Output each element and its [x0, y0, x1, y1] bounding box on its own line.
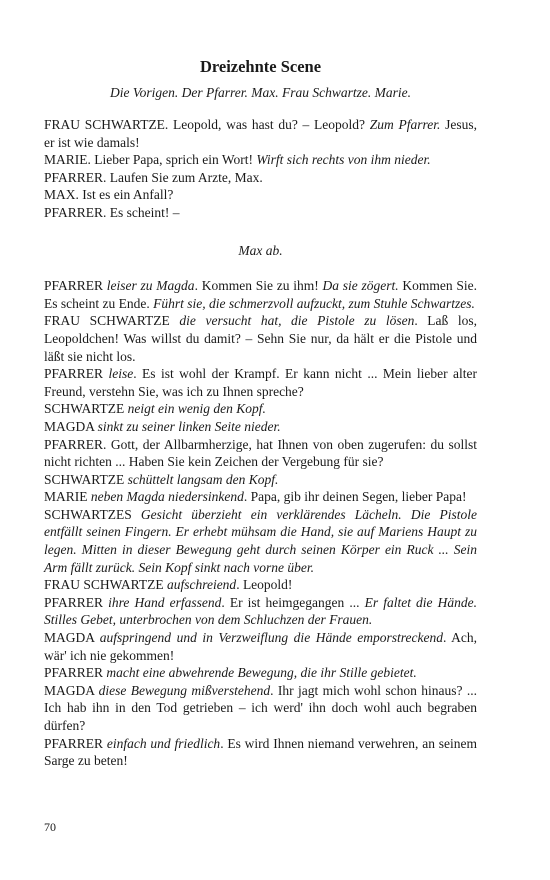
- stage-direction: Wirft sich rechts von ihm nieder.: [256, 152, 431, 168]
- line-text: . Es ist wohl der Krampf. Er kann nicht ... Mein lieber alter Freund, verstehn Sie, was ich zu Ihnen spreche?: [44, 366, 477, 399]
- dialogue-text: [44, 116, 477, 770]
- dialogue-line: [44, 488, 477, 506]
- speaker: PFARRER: [44, 366, 109, 382]
- dialogue-line: MAX. Ist es ein Anfall?: [44, 187, 174, 203]
- dialogue-line: [44, 664, 477, 682]
- dialogue-line: [44, 576, 477, 594]
- line-text: Jesus, er ist wie damals!: [44, 117, 477, 150]
- speaker: PFARRER: [44, 594, 109, 610]
- stage-direction: schüttelt langsam den Kopf.: [127, 471, 279, 487]
- line-text: . Es wird Ihnen niemand verwehren, an seinem Sarge zu beten!: [44, 735, 477, 769]
- dialogue-line: PFARRER. Es scheint! –: [44, 204, 180, 220]
- speaker: PFARRER: [44, 278, 107, 294]
- dialogue-line: [44, 629, 477, 664]
- speaker: PFARRER: [44, 735, 107, 751]
- dialogue-line: [44, 116, 477, 151]
- speaker: FRAU SCHWARTZE: [44, 313, 180, 329]
- speaker: MAGDA: [44, 630, 100, 646]
- speaker: SCHWARTZE: [44, 471, 128, 487]
- dialogue-line: [44, 277, 477, 312]
- scene-heading: Dreizehnte Scene: [199, 57, 322, 76]
- stage-direction: Gesicht überzieht ein verklärendes Lächeln. Die Pistole entfällt seinen Fingern. Er erhebt mühsam die Hand, sie auf Mariens Haupt zu legen. Mitten in dieser Bewegung geht durch seinen Körper ein Ruck ... Sein Arm fällt zurück. Sein Kopf sinkt nach vorne über.: [44, 506, 477, 575]
- dialogue-line: [44, 471, 477, 489]
- speaker: FRAU SCHWARTZE: [44, 577, 167, 593]
- stage-direction: diese Bewegung mißverstehend: [98, 682, 271, 698]
- dialogue-line: PFARRER. Gott, der Allbarmherzige, hat Ihnen von oben zugerufen: du sollst nicht richten ... Haben Sie kein Zeichen der Vergebung für sie?: [44, 436, 477, 470]
- dialogue-line: [44, 594, 477, 629]
- stage-direction: ihre Hand erfassend: [108, 594, 222, 610]
- dialogue-line: [44, 365, 477, 400]
- speaker: PFARRER: [44, 665, 107, 681]
- line-text: . Ach, wär' ich nie gekommen!: [44, 630, 478, 663]
- line-text: . Kommen Sie zu ihm!: [194, 278, 323, 294]
- speaker: SCHWARTZE: [44, 401, 128, 417]
- cast-list: Die Vorigen. Der Pfarrer. Max. Frau Schwartze. Marie.: [110, 85, 411, 100]
- stage-direction-centered: Max ab.: [238, 242, 283, 258]
- stage-direction: Führt sie, die schmerzvoll aufzuckt, zum Stuhle Schwartzes.: [153, 295, 475, 311]
- line-text: . Laß los, Leopoldchen! Was willst du damit? – Sehn Sie nur, da hält er die Pistole und läßt sie nicht los.: [44, 313, 478, 364]
- line-text: MARIE. Lieber Papa, sprich ein Wort!: [44, 152, 257, 168]
- line-text: . Papa, gib ihr deinen Segen, lieber Papa!: [243, 489, 467, 505]
- line-text: . Leopold!: [236, 577, 293, 593]
- stage-direction: leiser zu Magda: [106, 278, 195, 294]
- line-text: . Ihr jagt mich wohl schon hinaus? ... Ich hab ihn in den Tod getrieben – ich werd' ihn doch wohl auch begraben dürfen?: [44, 682, 477, 733]
- stage-direction: neben Magda niedersinkend: [90, 489, 244, 505]
- line-text: . Er ist heimgegangen ...: [221, 594, 365, 610]
- speaker: MARIE: [44, 489, 91, 505]
- dialogue-line: [44, 312, 477, 365]
- stage-direction: macht eine abwehrende Bewegung, die ihr Stille gebietet.: [106, 665, 417, 681]
- stage-direction: einfach und friedlich: [106, 735, 221, 751]
- stage-direction: aufspringend und in Verzweiflung die Hände emporstreckend: [99, 630, 443, 646]
- dialogue-line: [44, 418, 477, 436]
- stage-direction: sinkt zu seiner linken Seite nieder.: [97, 418, 281, 434]
- line-text: FRAU SCHWARTZE. Leopold, was hast du? – Leopold?: [44, 117, 370, 132]
- page-number: 70: [44, 820, 56, 834]
- dialogue-line: [44, 151, 477, 169]
- dialogue-line: [44, 735, 477, 770]
- page-content: [44, 56, 477, 770]
- dialogue-line: [44, 400, 477, 418]
- stage-direction: aufschreiend: [166, 577, 237, 593]
- speaker: MAGDA: [44, 682, 99, 698]
- dialogue-line: [44, 506, 477, 576]
- speaker: MAGDA: [44, 418, 98, 434]
- speaker: SCHWARTZES: [44, 506, 141, 522]
- stage-direction: leise: [108, 366, 134, 382]
- stage-direction: Zum Pfarrer.: [369, 117, 441, 132]
- dialogue-line: PFARRER. Laufen Sie zum Arzte, Max.: [44, 169, 263, 185]
- stage-direction: Da sie zögert.: [322, 278, 399, 294]
- line-text: Kommen Sie. Es scheint zu Ende.: [44, 278, 477, 311]
- dialogue-line: [44, 682, 477, 735]
- stage-direction: neigt ein wenig den Kopf.: [127, 401, 266, 417]
- stage-direction: die versucht hat, die Pistole zu lösen: [179, 313, 415, 329]
- stage-direction: Er faltet die Hände. Stilles Gebet, unterbrochen von dem Schluchzen der Frauen.: [44, 594, 478, 628]
